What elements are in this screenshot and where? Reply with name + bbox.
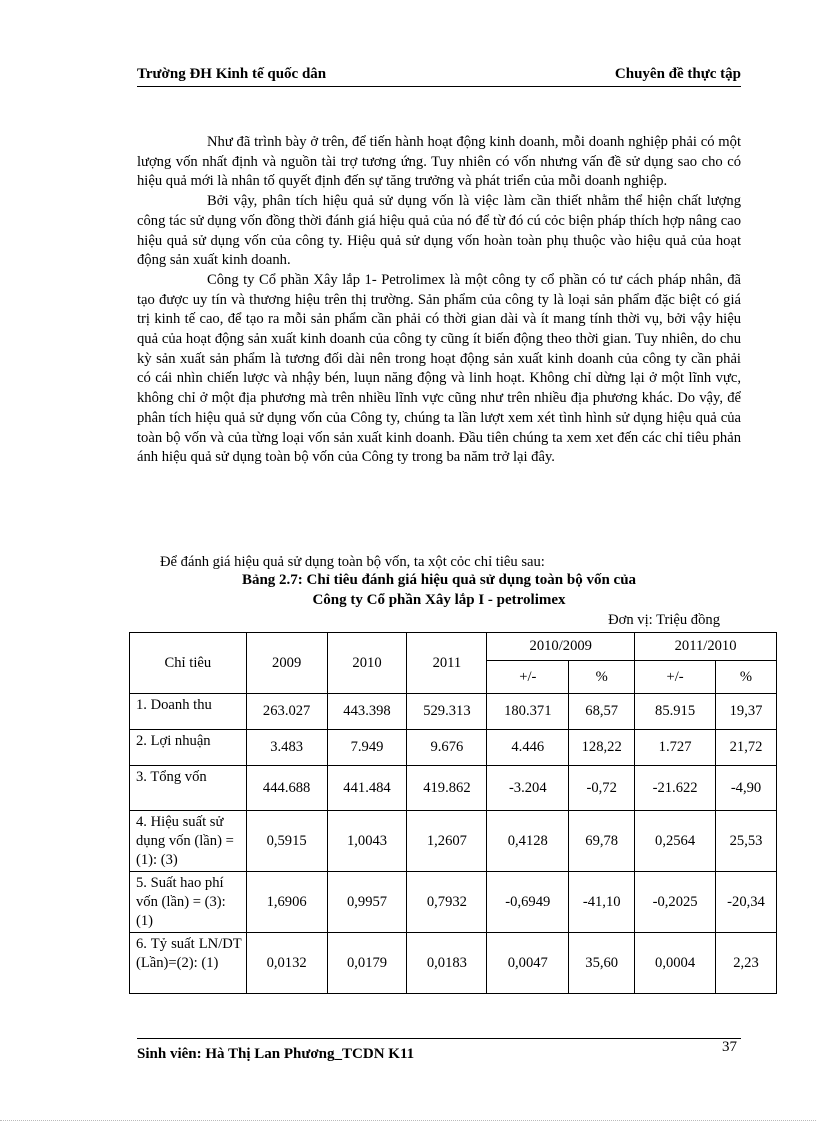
cell: -0,6949 bbox=[487, 872, 569, 933]
efficiency-table bbox=[129, 632, 777, 994]
table-row bbox=[130, 766, 777, 811]
cell: 7.949 bbox=[327, 730, 407, 766]
cell: 25,53 bbox=[716, 811, 777, 872]
table-unit: Đơn vị: Triệu đồng bbox=[608, 612, 720, 628]
cell: -41,10 bbox=[569, 872, 635, 933]
cell: 443.398 bbox=[327, 694, 407, 730]
table-row bbox=[130, 872, 777, 933]
header-year-2009: 2009 bbox=[246, 633, 327, 694]
cell: 128,22 bbox=[569, 730, 635, 766]
paragraph-1: Như đã trình bày ở trên, để tiến hành hoạt động kinh doanh, mỗi doanh nghiệp phải có một lượng vốn nhất định và nguồn tài trợ tương ứng. Tuy nhiên có vốn nhưng vấn đề sử dụng sao cho có hiệu quả mới là nhân tố quyết định đến sự tăng trưởng và phát triển của mỗi doanh nghiệp. bbox=[137, 134, 741, 190]
cell: 1,2607 bbox=[407, 811, 487, 872]
cell: 0,0047 bbox=[487, 933, 569, 994]
page-footer bbox=[137, 1038, 741, 1062]
cell: 529.313 bbox=[407, 694, 487, 730]
header-group-2011-2010: 2011/2010 bbox=[635, 633, 777, 661]
cell: 441.484 bbox=[327, 766, 407, 811]
cell: 0,9957 bbox=[327, 872, 407, 933]
cell: 1,0043 bbox=[327, 811, 407, 872]
cell: 0,2564 bbox=[635, 811, 716, 872]
cell: 263.027 bbox=[246, 694, 327, 730]
row-label: 3. Tổng vốn bbox=[130, 766, 247, 811]
table-row bbox=[130, 811, 777, 872]
paragraph-2: Bởi vậy, phân tích hiệu quả sử dụng vốn là việc làm cần thiết nhằm thể hiện chất lượng công tác sử dụng vốn đồng thời đánh giá hiệu quả của nó để từ đó cú cỏc biện pháp thích hợp nâng cao hiệu quả sử dụng vốn của công ty. Hiệu quả sử dụng vốn hoàn toàn phụ thuộc vào hiệu quả của hoạt động sản xuất kinh doanh. bbox=[137, 193, 741, 269]
row-label: 6. Tỷ suất LN/DT (Lần)=(2): (1) bbox=[130, 933, 247, 994]
cell: -3.204 bbox=[487, 766, 569, 811]
header-group-2010-2009: 2010/2009 bbox=[487, 633, 635, 661]
cell: 0,7932 bbox=[407, 872, 487, 933]
cell: 3.483 bbox=[246, 730, 327, 766]
header-pct-2: % bbox=[716, 661, 777, 694]
cell: 85.915 bbox=[635, 694, 716, 730]
header-year-2010: 2010 bbox=[327, 633, 407, 694]
table-row bbox=[130, 694, 777, 730]
cell: 68,57 bbox=[569, 694, 635, 730]
cell: 180.371 bbox=[487, 694, 569, 730]
cell: 0,5915 bbox=[246, 811, 327, 872]
cell: 0,0183 bbox=[407, 933, 487, 994]
cell: -0,72 bbox=[569, 766, 635, 811]
header-year-2011: 2011 bbox=[407, 633, 487, 694]
header-diff-2: +/- bbox=[635, 661, 716, 694]
cell: 9.676 bbox=[407, 730, 487, 766]
table-caption-line2: Công ty Cổ phần Xây lắp I - petrolimex bbox=[312, 592, 566, 608]
cell: -21.622 bbox=[635, 766, 716, 811]
cell: 444.688 bbox=[246, 766, 327, 811]
table-lead-sentence: Để đánh giá hiệu quả sử dụng toàn bộ vốn, ta xột cỏc chỉ tiêu sau: bbox=[160, 554, 545, 570]
page-bottom-divider bbox=[0, 1120, 816, 1121]
header-diff-1: +/- bbox=[487, 661, 569, 694]
table-row bbox=[130, 933, 777, 994]
cell: 69,78 bbox=[569, 811, 635, 872]
page-header bbox=[137, 60, 741, 87]
footer-student: Sinh viên: Hà Thị Lan Phương_TCDN K11 bbox=[137, 1046, 415, 1062]
row-label: 1. Doanh thu bbox=[130, 694, 247, 730]
cell: 0,0179 bbox=[327, 933, 407, 994]
cell: 419.862 bbox=[407, 766, 487, 811]
cell: 1,6906 bbox=[246, 872, 327, 933]
cell: -20,34 bbox=[716, 872, 777, 933]
cell: 0,4128 bbox=[487, 811, 569, 872]
table-caption-line1: Bảng 2.7: Chỉ tiêu đánh giá hiệu quả sử dụng toàn bộ vốn của bbox=[241, 572, 637, 588]
cell: 2,23 bbox=[716, 933, 777, 994]
cell: 0,0004 bbox=[635, 933, 716, 994]
row-label: 4. Hiệu suất sử dụng vốn (lần) = (1): (3) bbox=[130, 811, 247, 872]
cell: 1.727 bbox=[635, 730, 716, 766]
cell: 21,72 bbox=[716, 730, 777, 766]
cell: 35,60 bbox=[569, 933, 635, 994]
cell: 4.446 bbox=[487, 730, 569, 766]
header-indicator: Chỉ tiêu bbox=[130, 633, 247, 694]
header-school: Trường ĐH Kinh tế quốc dân bbox=[137, 66, 327, 82]
row-label: 5. Suất hao phí vốn (lần) = (3): (1) bbox=[130, 872, 247, 933]
paragraph-3: Công ty Cổ phần Xây lắp 1- Petrolimex là một công ty cổ phần có tư cách pháp nhân, đã tạo được uy tín và thương hiệu trên thị trường. Sản phẩm của công ty là loại sản phẩm đặc biệt có giá trị kinh tế cao, để tạo ra mỗi sản phẩm cần phải có thời gian dài và ít mang tính thời vụ, bởi vậy hiệu quả của hoạt động sản xuất kinh doanh của công ty cũng ít biến động theo thời gian. Tuy nhiên, do chu kỳ sản xuất sản phẩm là tương đối dài nên trong hoạt động sản xuất kinh doanh của công ty cần phải có cái nhìn chiến lược và nhậy bén, luụn năng động và linh hoạt. Không chỉ dừng lại ở một lĩnh vực, không chỉ ở một địa phương mà trên nhiều lĩnh vực cũng như trên nhiều địa phương khác. Do vậy, để phân tích hiệu quả sử dụng vốn của Công ty, chúng ta lần lượt xem xét tình hình sử dụng hiệu quả của toàn bộ vốn và của từng loại vốn sản xuất kinh doanh. Đầu tiên chúng ta xem xet đến các chỉ tiêu phản ánh hiệu quả sử dụng toàn bộ vốn của Công ty trong ba năm trở lại đây. bbox=[137, 271, 741, 466]
cell: -4,90 bbox=[716, 766, 777, 811]
cell: 19,37 bbox=[716, 694, 777, 730]
row-label: 2. Lợi nhuận bbox=[130, 730, 247, 766]
header-pct-1: % bbox=[569, 661, 635, 694]
page-number: 37 bbox=[722, 1039, 737, 1055]
body-text bbox=[137, 133, 741, 468]
cell: -0,2025 bbox=[635, 872, 716, 933]
cell: 0,0132 bbox=[246, 933, 327, 994]
table-row bbox=[130, 730, 777, 766]
header-report-type: Chuyên đề thực tập bbox=[614, 66, 741, 82]
